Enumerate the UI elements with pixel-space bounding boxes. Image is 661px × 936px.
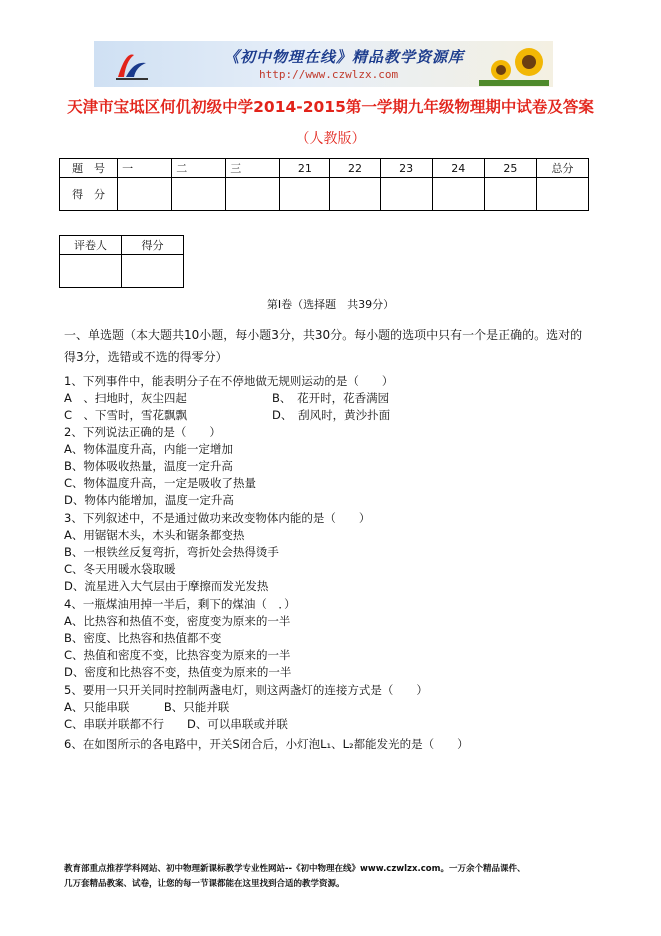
document-subtitle: （人教版） [295,131,366,147]
option-b: B、 花开时，花香满园 [272,391,390,405]
score-input-cell[interactable] [536,178,588,211]
question-stem: 3、下列叙述中，不是通过做功来改变物体内能的是（ ） [64,511,371,525]
option-a: A 、扫地时，灰尘四起 [64,391,187,405]
score-table [59,158,589,211]
grader-table-header-row [60,236,184,255]
score-input-cell[interactable] [380,178,432,211]
question-stem: 1、下列事件中，能表明分子在不停地做无规则运动的是（ ） [64,374,394,388]
score-table-score-row [60,178,589,211]
option-b: B、物体吸收热量，温度一定升高 [64,459,233,473]
score-header-cell: 总分 [536,159,588,178]
grader-table-input-row [60,255,184,288]
option-a: A、物体温度升高，内能一定增加 [64,442,233,456]
header-banner [94,41,553,87]
score-header-cell: 一 [118,159,172,178]
footer-line-1: 教育部重点推荐学科网站、初中物理新课标教学专业性网站--《初中物理在线》www.czwlzx.com。一万余个精品课件、 [64,864,526,874]
grader-header-cell: 评卷人 [60,236,122,255]
option-c: C、冬天用暖水袋取暖 [64,562,176,576]
section-title: 第Ⅰ卷（选择题 共39分） [266,298,395,311]
banner-url[interactable]: http://www.czwlzx.com [259,68,399,81]
sunflower-icon [479,44,549,86]
option-c: C、热值和密度不变，比热容变为原来的一半 [64,648,291,662]
score-label-cell: 得 分 [60,178,118,211]
score-header-cell: 22 [330,159,380,178]
options-ab: A、只能串联 B、只能并联 [64,700,230,714]
score-header-cell: 21 [280,159,330,178]
option-a: A、用锯锯木头，木头和锯条都变热 [64,528,245,542]
options-cd: C、串联并联都不行 D、可以串联或并联 [64,717,288,731]
option-a: A、比热容和热值不变，密度变为原来的一半 [64,614,291,628]
score-header-cell: 25 [484,159,536,178]
option-d: D、 刮风时，黄沙扑面 [272,408,391,422]
score-input-cell[interactable] [118,178,172,211]
option-b: B、一根铁丝反复弯折，弯折处会热得烫手 [64,545,279,559]
score-input-cell[interactable] [432,178,484,211]
score-header-cell: 23 [380,159,432,178]
instructions: 一、单选题（本大题共10小题，每小题3分，共30分。每小题的选项中只有一个是正确的。选对的得3分，选错或不选的得零分） [64,328,583,364]
score-table-header-row [60,159,589,178]
grader-input-cell[interactable] [60,255,122,288]
score-header-cell: 二 [172,159,226,178]
document-title: 天津市宝坻区何仉初级中学2014-2015第一学期九年级物理期中试卷及答案 [67,98,594,116]
question-stem: 6、在如图所示的各电路中，开关S闭合后，小灯泡L₁、L₂都能发光的是（ ） [64,737,469,751]
grader-header-cell: 得分 [122,236,184,255]
question-stem: 2、下列说法正确的是（ ） [64,425,221,439]
logo-icon [112,47,152,83]
score-header-cell: 题 号 [60,159,118,178]
score-input-cell[interactable] [280,178,330,211]
option-d: D、物体内能增加，温度一定升高 [64,493,234,507]
option-d: D、密度和比热容不变，热值变为原来的一半 [64,665,292,679]
score-input-cell[interactable] [226,178,280,211]
banner-title: 《初中物理在线》精品教学资源库 [224,48,465,66]
score-header-cell: 24 [432,159,484,178]
option-c: C 、下雪时，雪花飘飘 [64,408,188,422]
option-b: B、密度、比热容和热值都不变 [64,631,222,645]
score-input-cell[interactable] [484,178,536,211]
score-input-cell[interactable] [330,178,380,211]
grader-input-cell[interactable] [122,255,184,288]
score-header-cell: 三 [226,159,280,178]
question-stem: 4、一瓶煤油用掉一半后，剩下的煤油（ ．） [64,597,296,611]
option-d: D、流星进入大气层由于摩擦而发光发热 [64,579,269,593]
score-input-cell[interactable] [172,178,226,211]
question-stem: 5、要用一只开关同时控制两盏电灯，则这两盏灯的连接方式是（ ） [64,683,428,697]
option-c: C、物体温度升高，一定是吸收了热量 [64,476,257,490]
footer [64,862,624,892]
grader-table [59,235,184,288]
footer-line-2: 几万套精品教案、试卷，让您的每一节课都能在这里找到合适的教学资源。 [64,879,345,889]
